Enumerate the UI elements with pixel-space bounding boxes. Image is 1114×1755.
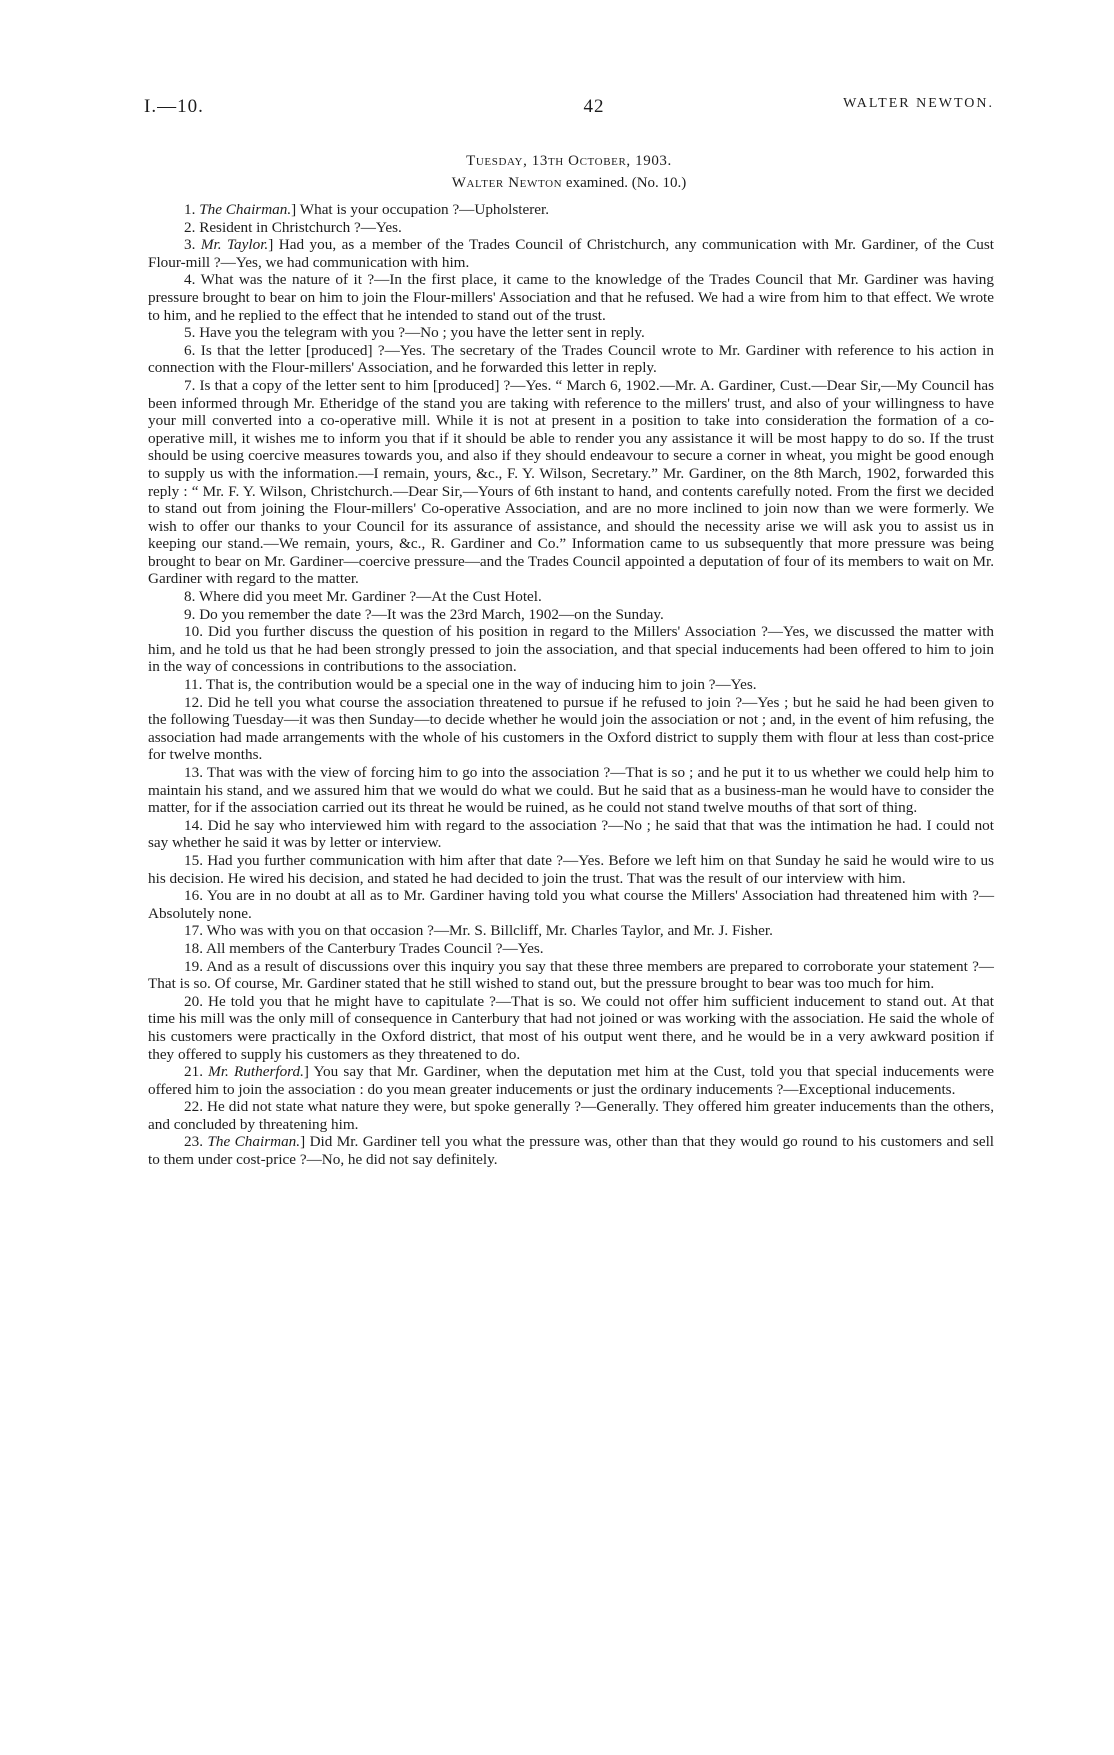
page-number: 42 — [583, 96, 605, 117]
question-number: 15. — [184, 851, 203, 869]
witness-examined-text: examined. (No. 10.) — [562, 175, 687, 191]
question-text: All members of the Canterbury Trades Council ?—Yes. — [205, 939, 544, 957]
question-text: You are in no doubt at all as to Mr. Gardiner having told you what course the Millers' Association had threatened him with ?—Absolutely none. — [148, 887, 995, 922]
question-number: 20. — [184, 992, 203, 1010]
testimony-paragraph — [148, 922, 994, 940]
question-number: 4. — [184, 271, 196, 289]
question-number: 18. — [184, 939, 203, 957]
speaker-name: Mr. Taylor. — [200, 236, 269, 254]
testimony-body — [148, 201, 994, 1169]
question-number: 17. — [184, 922, 203, 940]
question-number: 7. — [184, 376, 196, 394]
question-text: Had you further communication with him after that date ?—Yes. Before we left him on that Sunday he said he would wire to us his decision. He wired his decision, and stated he had decided to join the trust. That was the result of our interview with him. — [148, 851, 995, 887]
question-text: Who was with you on that occasion ?—Mr. S. Billcliff, Mr. Charles Taylor, and Mr. J. Fisher. — [206, 922, 773, 940]
question-text: Do you remember the date ?—It was the 23rd March, 1902—on the Sunday. — [199, 605, 664, 623]
testimony-paragraph — [148, 764, 994, 817]
question-number: 1. — [184, 201, 196, 218]
question-number: 14. — [184, 816, 203, 834]
question-number: 16. — [184, 887, 203, 905]
question-text: He did not state what nature they were, but spoke generally ?—Generally. They offered him greater inducements than the others, and concluded by threatening him. — [148, 1098, 994, 1133]
testimony-paragraph — [148, 219, 994, 237]
testimony-paragraph — [148, 852, 994, 887]
speaker-bracket: ] — [300, 1133, 310, 1151]
question-text: Is that the letter [produced] ?—Yes. The secretary of the Trades Council wrote to Mr. Gardiner with reference to his action in connection with the Flour-millers' Association, and he forwarded this letter in reply. — [148, 341, 994, 377]
question-number: 5. — [184, 324, 196, 342]
running-head-name: WALTER NEWTON. — [843, 96, 994, 111]
question-text: What is your occupation ?—Upholsterer. — [299, 201, 550, 218]
paper-reference: I.—10. — [144, 96, 204, 117]
question-number: 13. — [184, 764, 203, 781]
testimony-paragraph — [148, 377, 994, 588]
speaker-bracket: ] — [303, 1063, 314, 1081]
question-text: That was with the view of forcing him to go into the association ?—That is so ; and he put it to us whether we could help him to maintain his stand, and we assured him that we would do what we could. But he said that as a business-man he would have to consider the matter, for if the association carried out its threat he would be ruined, as he could not stand twelve mouths of that sort of thing. — [148, 764, 994, 817]
question-text: What was the nature of it ?—In the first place, it came to the knowledge of the Trades Council that Mr. Gardiner was having pressure brought to bear on him to join the Flour-millers' Association and that he refused. We had a wire from him to that effect. We wrote to him, and he replied to the effect that he intended to stand out of the trust. — [148, 271, 994, 324]
question-text: Where did you meet Mr. Gardiner ?—At the Cust Hotel. — [198, 588, 542, 606]
testimony-paragraph — [148, 940, 994, 958]
testimony-paragraph — [148, 588, 994, 606]
question-text: Had you, as a member of the Trades Council of Christchurch, any communication with Mr. Gardiner, of the Cust Flour-mill ?—Yes, we had communication with him. — [148, 236, 995, 271]
question-text: Did you further discuss the question of his position in regard to the Millers' Association ?—Yes, we discussed the matter with him, and he told us that he had been strongly pressed to join the association, and that special inducements had been offered to him to join in the way of concessions in contributions to the association. — [148, 623, 995, 676]
testimony-paragraph — [148, 694, 994, 764]
session-date: Tuesday, 13th October, 1903. — [466, 153, 672, 169]
question-text: Did he say who interviewed him with regard to the association ?—No ; he said that that was the intimation he had. I could not say whether he said it was by letter or interview. — [148, 816, 994, 852]
question-text: Did he tell you what course the association threatened to pursue if he refused to join ?—Yes ; but he said he had been given to the following Tuesday—it was then Sunday—to decide whether he would join the association or not ; and, in the event of him refusing, the association had made arrangements with the whole of his customers in the Oxford district to supply them with flour at less than cost-price for twelve months. — [148, 693, 995, 764]
question-number: 8. — [184, 588, 196, 606]
testimony-paragraph — [148, 1098, 994, 1133]
testimony-paragraph — [148, 236, 994, 271]
testimony-paragraph — [148, 623, 994, 676]
testimony-paragraph — [148, 958, 994, 993]
question-number: 12. — [184, 693, 203, 711]
testimony-paragraph — [148, 271, 994, 324]
testimony-paragraph — [148, 1133, 994, 1168]
question-text: That is, the contribution would be a special one in the way of inducing him to join ?—Yes. — [205, 676, 757, 694]
question-number: 9. — [184, 605, 196, 623]
speaker-bracket: ] — [268, 236, 279, 254]
question-text: And as a result of discussions over this inquiry you say that these three members are prepared to corroborate your statement ?—That is so. Of course, Mr. Gardiner stated that he still wished to stand out, but the pressure brought to bear was too much for him. — [148, 957, 994, 993]
testimony-paragraph — [148, 676, 994, 694]
question-number: 22. — [184, 1098, 203, 1116]
speaker-name: Mr. Rutherford. — [208, 1063, 304, 1081]
session-heading — [144, 150, 994, 194]
question-number: 21. — [184, 1063, 203, 1081]
question-text: You say that Mr. Gardiner, when the deputation met him at the Cust, told you that special inducements were offered him to join the association : do you mean greater inducements or just the ordinary inducements ?—Exceptional inducements. — [148, 1063, 995, 1098]
question-text: Is that a copy of the letter sent to him [produced] ?—Yes. “ March 6, 1902.—Mr. A. Gardiner, Cust.—Dear Sir,—My Council has been informed through Mr. Etheridge of the stand you are taking with reference to the millers' trust, and also of your willingness to have your mill converted into a co-operative mill. While it is not at present in a position to take into consideration the formation of a co-operative mill, it wishes me to inform you that if it should be able to render you any assistance it will be most happy to do so. If the trust should be using coercive measures towards you, and also if they should endeavour to secure a corner in wheat, you might be good enough to supply us with the information.—I remain, yours, &c., F. Y. Wilson, Secretary.” Mr. Gardiner, on the 8th March, 1902, forwarded this reply : “ Mr. F. Y. Wilson, Christchurch.—Dear Sir,—Yours of 6th instant to hand, and contents carefully noted. From the first we decided to stand out from joining the Flour-millers' Co-operative Association, and are no more inclined to join now than we were formerly. We wish to offer our thanks to your Council for its assurance of assistance, and should the necessity arise we will ask you to assist us in keeping our stand.—We remain, yours, &c., R. Gardiner and Co.” Information came to us subsequently that more pressure was being brought to bear on Mr. Gardiner—coercive pressure—and the Trades Council appointed a deputation of four of its members to wait on Mr. Gardiner with regard to the matter. — [148, 376, 995, 588]
question-number: 3. — [184, 236, 196, 254]
speaker-name: The Chairman. — [199, 201, 292, 218]
testimony-paragraph — [148, 993, 994, 1063]
question-number: 10. — [184, 623, 203, 641]
question-text: Resident in Christchurch ?—Yes. — [199, 218, 402, 236]
testimony-paragraph — [148, 1063, 994, 1098]
testimony-paragraph — [148, 324, 994, 342]
question-number: 2. — [184, 218, 196, 236]
testimony-paragraph — [148, 342, 994, 377]
question-number: 6. — [184, 341, 196, 359]
testimony-paragraph — [148, 606, 994, 624]
testimony-paragraph — [148, 887, 994, 922]
question-text: He told you that he might have to capitulate ?—That is so. We could not offer him sufficient inducement to stand out. At that time his mill was the only mill of consequence in Canterbury that had not joined or was working with the association. He said the whole of his customers were practically in the Oxford district, that most of his output went there, and he would be in a very awkward position if they offered to supply his customers as they threatened to do. — [148, 992, 994, 1063]
question-number: 23. — [184, 1133, 203, 1151]
speaker-name: The Chairman. — [207, 1133, 301, 1151]
question-number: 11. — [184, 676, 203, 694]
question-number: 19. — [184, 957, 203, 975]
witness-line — [144, 172, 994, 194]
question-text: Did Mr. Gardiner tell you what the pressure was, other than that they would go round to his customers and sell to them under cost-price ?—No, he did not say definitely. — [148, 1133, 995, 1169]
speaker-bracket: ] — [291, 201, 300, 218]
testimony-paragraph — [148, 817, 994, 852]
page-header — [144, 96, 994, 126]
question-text: Have you the telegram with you ?—No ; you have the letter sent in reply. — [199, 324, 645, 342]
witness-name: Walter Newton — [451, 175, 563, 191]
testimony-paragraph — [148, 201, 994, 219]
